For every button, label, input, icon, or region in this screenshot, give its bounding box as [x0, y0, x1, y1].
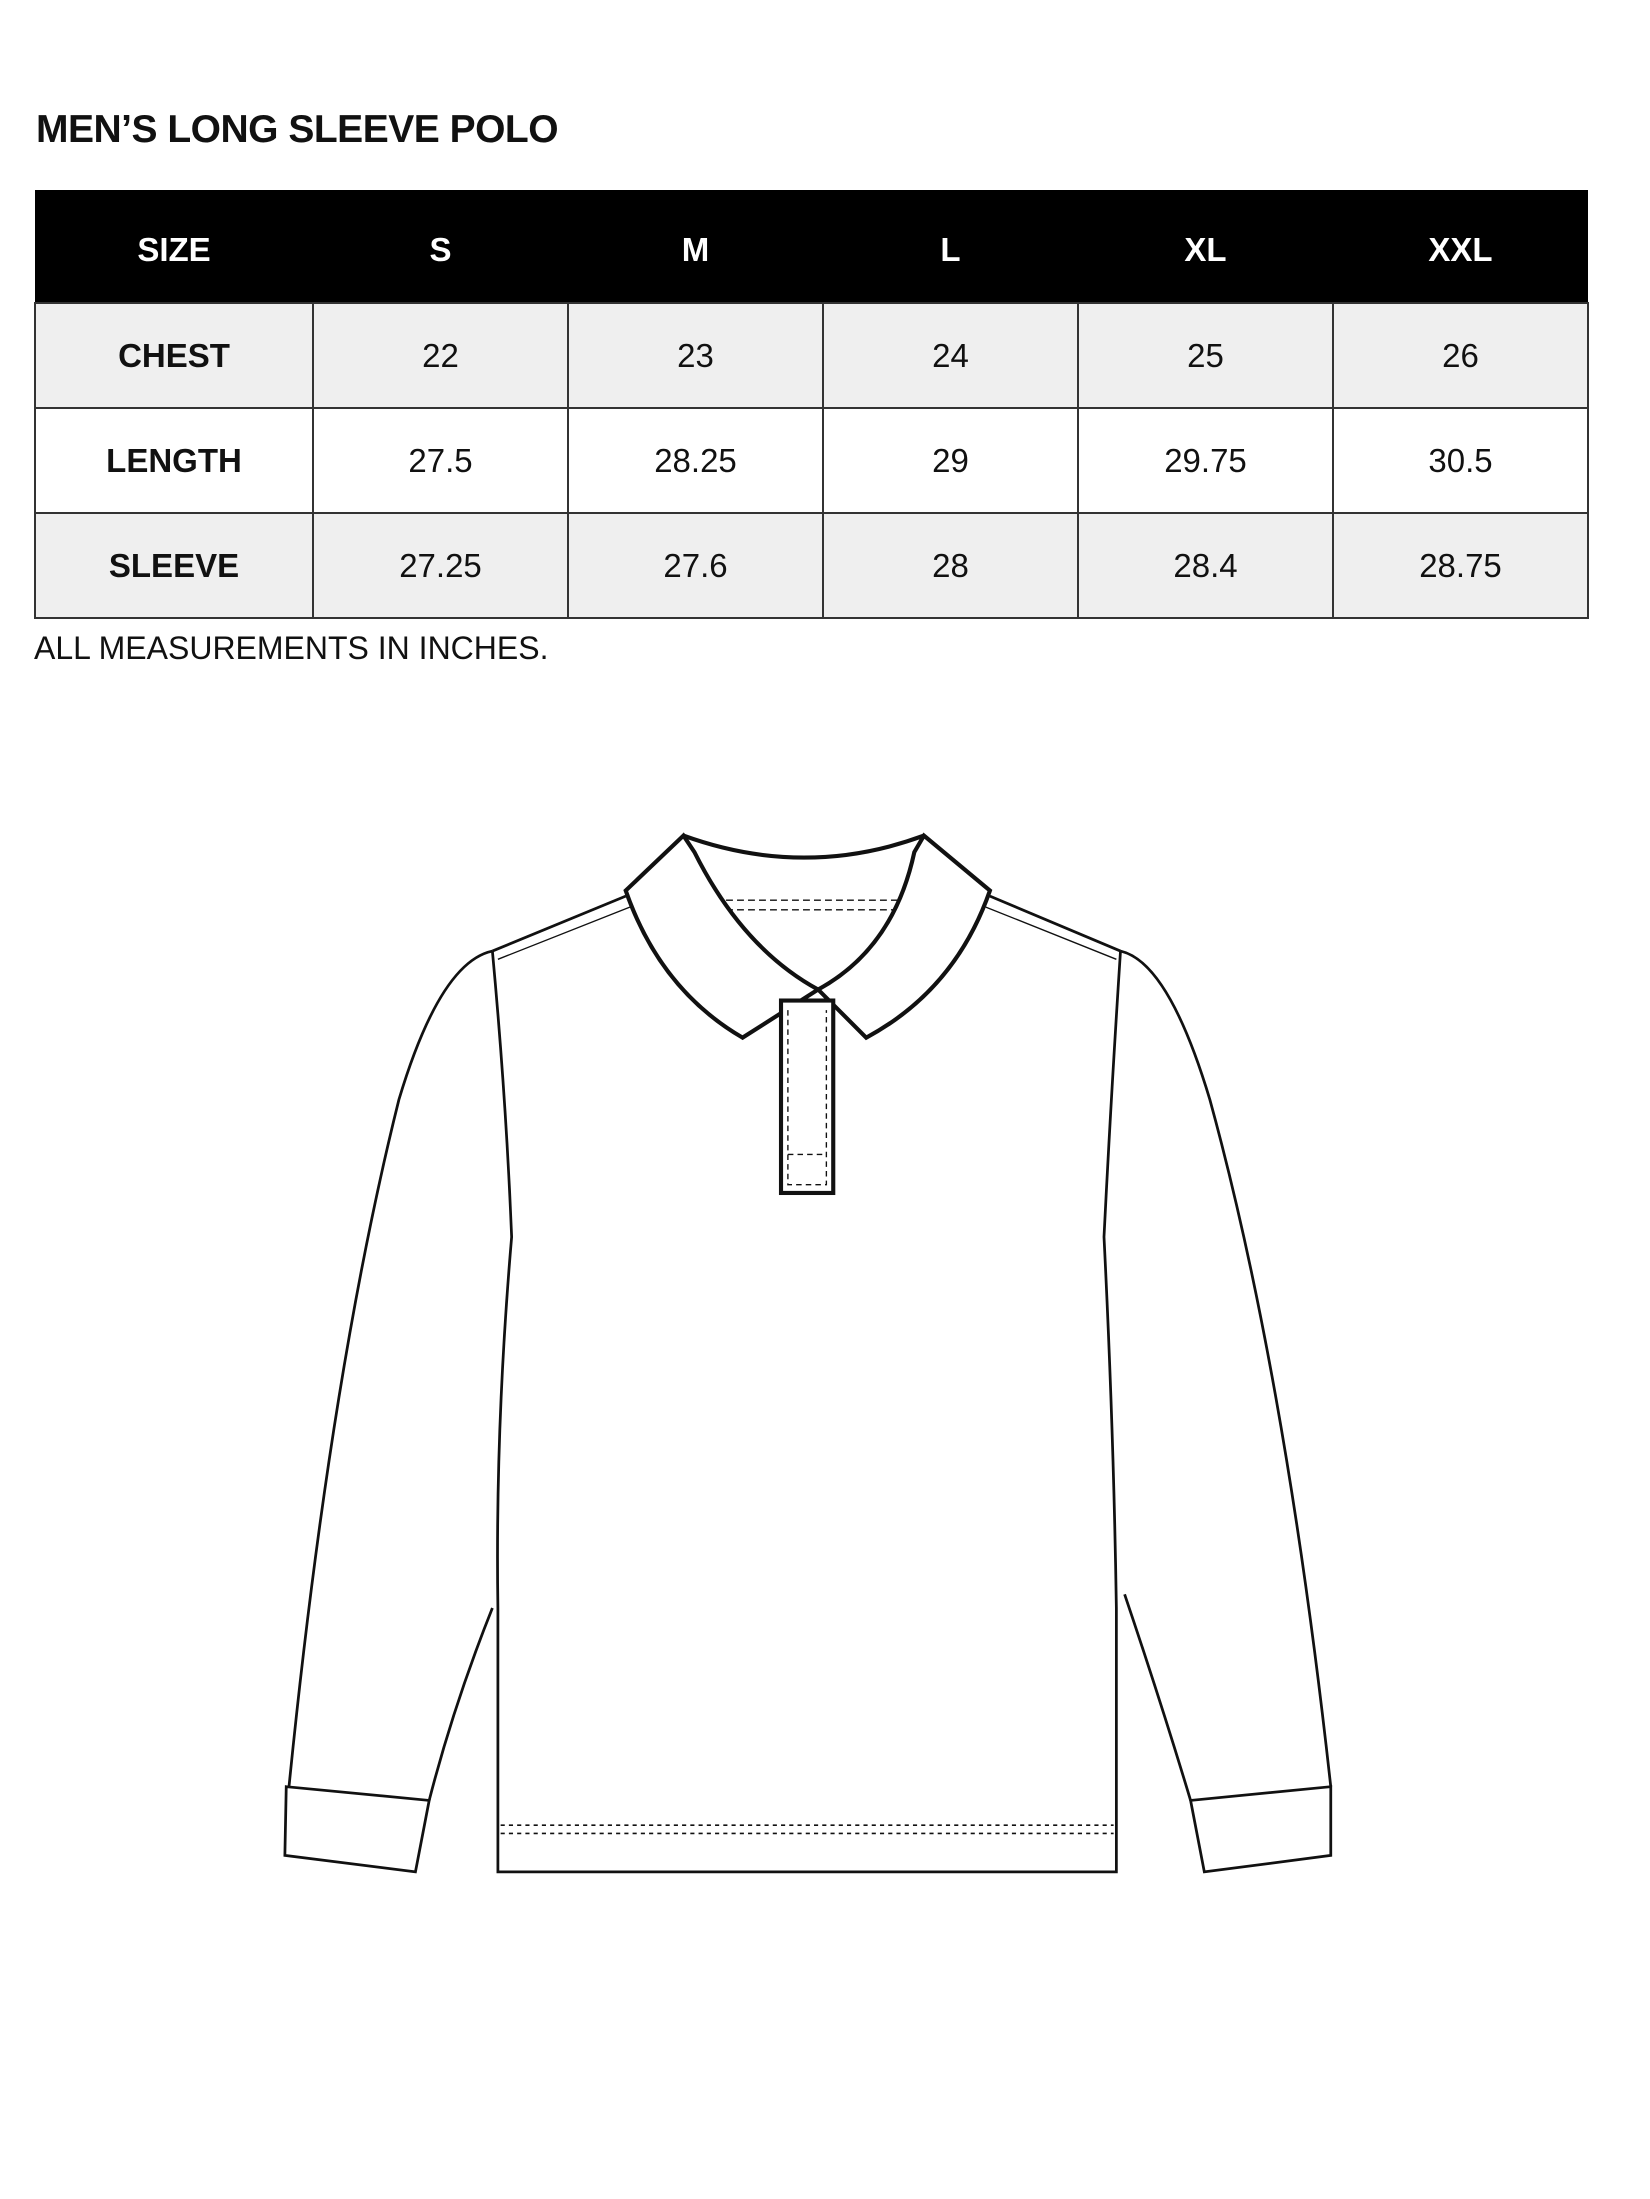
cell: 28.75: [1333, 513, 1588, 618]
shoulder-right: [990, 896, 1121, 951]
sleeve-right: [1120, 951, 1330, 1800]
page-title: MEN’S LONG SLEEVE POLO: [36, 108, 559, 151]
hem-stitch: [501, 1825, 1114, 1833]
cell: 29.75: [1078, 408, 1333, 513]
placket: [781, 1001, 833, 1193]
cell: 29: [823, 408, 1078, 513]
header-m: M: [568, 190, 823, 303]
cuff-right: [1191, 1787, 1331, 1872]
header-xl: XL: [1078, 190, 1333, 303]
row-label: LENGTH: [35, 408, 313, 513]
cell: 28: [823, 513, 1078, 618]
sleeve-left: [289, 951, 492, 1800]
cell: 24: [823, 303, 1078, 408]
cuff-left: [285, 1787, 429, 1872]
header-size: SIZE: [35, 190, 313, 303]
cell: 22: [313, 303, 568, 408]
cell: 27.5: [313, 408, 568, 513]
cell: 27.25: [313, 513, 568, 618]
row-label: CHEST: [35, 303, 313, 408]
cell: 26: [1333, 303, 1588, 408]
cell: 27.6: [568, 513, 823, 618]
shoulder-left: [492, 896, 625, 951]
header-s: S: [313, 190, 568, 303]
cell: 28.25: [568, 408, 823, 513]
collar-right: [818, 836, 990, 1038]
cell: 28.4: [1078, 513, 1333, 618]
cell: 30.5: [1333, 408, 1588, 513]
row-label: SLEEVE: [35, 513, 313, 618]
measurement-note: ALL MEASUREMENTS IN INCHES.: [34, 630, 549, 666]
cell: 25: [1078, 303, 1333, 408]
header-l: L: [823, 190, 1078, 303]
cell: 23: [568, 303, 823, 408]
header-xxl: XXL: [1333, 190, 1588, 303]
neck-back: [683, 836, 924, 858]
